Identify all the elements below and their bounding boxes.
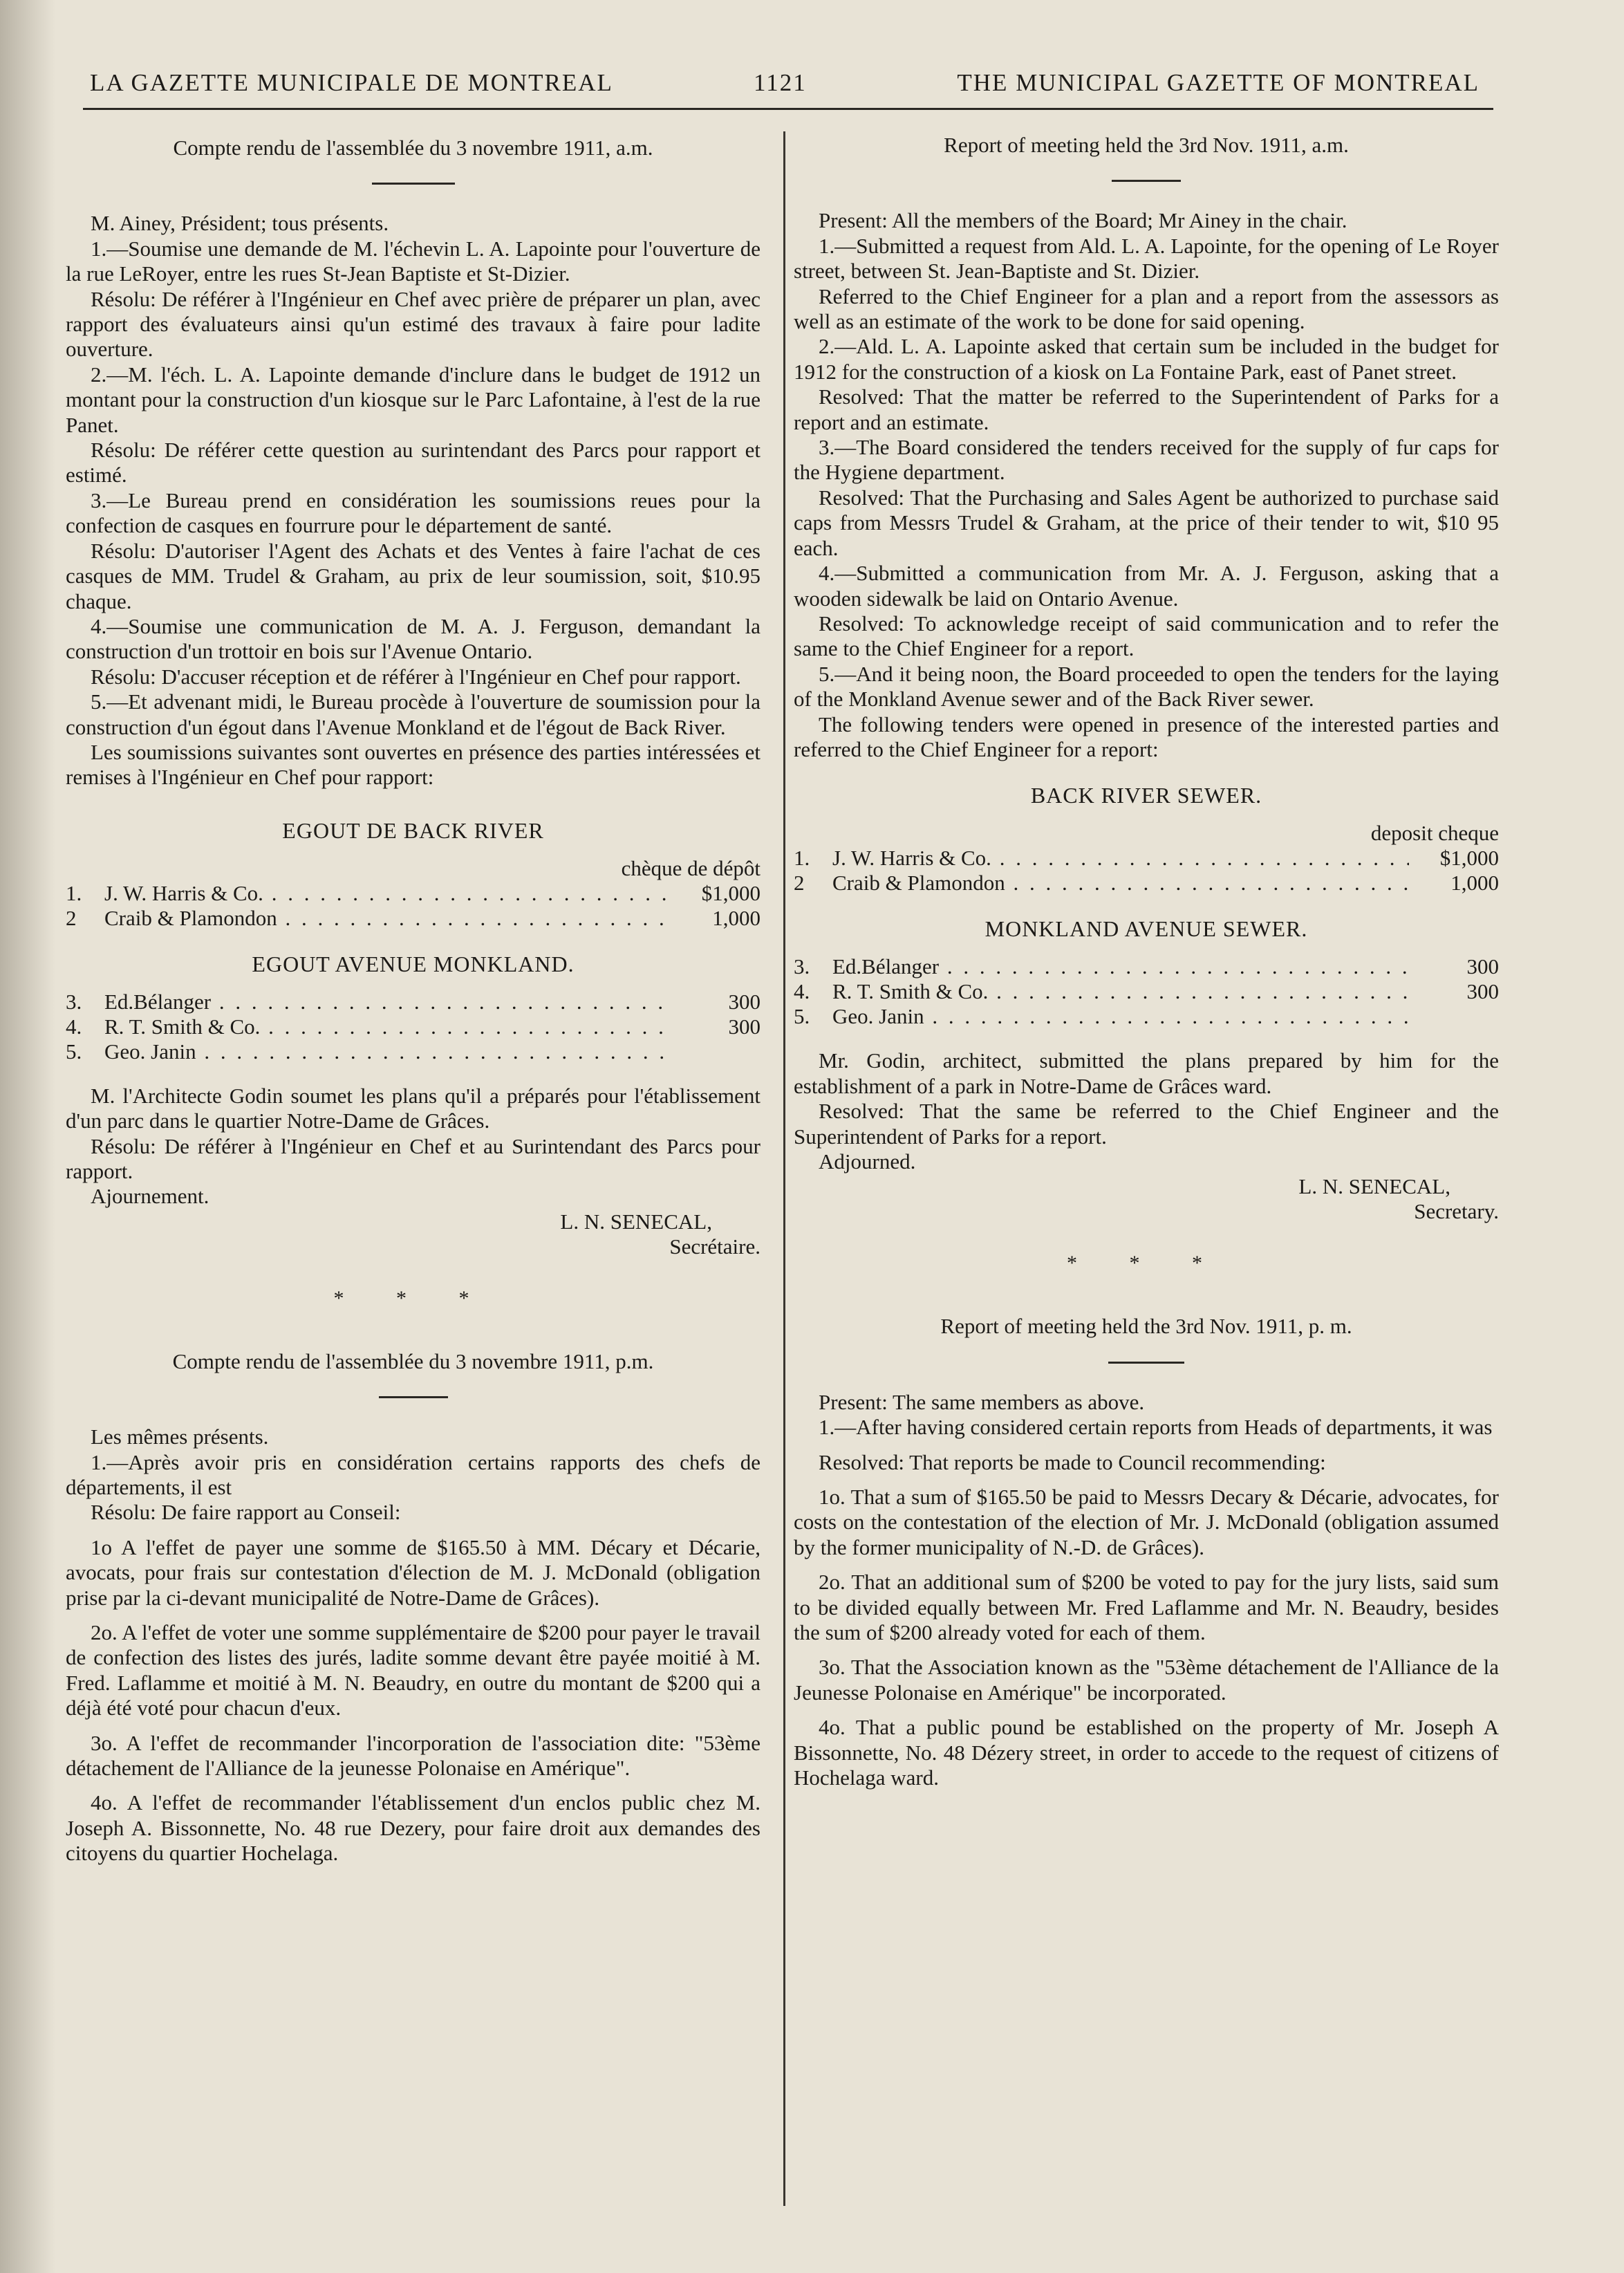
header-french-title: LA GAZETTE MUNICIPALE DE MONTREAL — [90, 69, 613, 96]
paragraph: Present: The same members as above. — [819, 1389, 1145, 1414]
tender-name: Ed.Bélanger . . . — [832, 954, 1409, 979]
french-column — [66, 131, 760, 1866]
section-separator: * * * — [1067, 1252, 1226, 1275]
tender-amount: 300 — [728, 989, 760, 1014]
paragraph: 5.—Et advenant midi, le Bureau procède à l'ouverture de soumission pour la construction d'un égout dans l'Avenue Monkland et de l'égout de Back River. — [66, 689, 760, 739]
tender-number: 4. — [66, 1014, 82, 1039]
tender-row — [794, 1004, 1499, 1029]
paragraph: Résolu: D'accuser réception et de référer à l'Ingénieur en Chef pour rapport. — [91, 664, 741, 689]
pm-meeting-title: Compte rendu de l'assemblée du 3 novembre 1911, p.m. — [172, 1348, 654, 1373]
tender-name: J. W. Harris & Co. . . . — [104, 881, 671, 906]
paragraph: 4o. A l'effet de recommander l'établissement d'un enclos public chez M. Joseph A. Bissonnette, No. 48 rue Dezery, pour faire droit aux demandes des citoyens du quartier Hochelaga. — [66, 1790, 760, 1866]
tender-number: 2 — [66, 905, 77, 930]
paragraph: 3o. That the Association known as the "53ème détachement de l'Alliance de la Jeunesse Polonaise en Amérique" be incorporated. — [794, 1655, 1499, 1705]
paragraph: 1.—Après avoir pris en considération certains rapports des chefs de départements, il est — [66, 1449, 760, 1499]
paragraph: Present: All the members of the Board; Mr Ainey in the chair. — [819, 208, 1347, 233]
tender-row — [66, 1014, 760, 1039]
tender-row — [66, 1039, 760, 1064]
binding-shadow — [0, 0, 55, 2273]
english-column — [794, 131, 1499, 1790]
signature-name: L. N. SENECAL, — [1298, 1174, 1450, 1199]
pm-meeting-title: Report of meeting held the 3rd Nov. 1911, p. m. — [940, 1314, 1352, 1339]
tender-row — [66, 990, 760, 1014]
tender-name: Geo. Janin . . . — [832, 1004, 1409, 1029]
section-rule — [1108, 1362, 1184, 1364]
tender-name: Craib & Plamondon . . . — [832, 871, 1409, 896]
paragraph: Résolu: De référer à l'Ingénieur en Chef avec prière de préparer un plan, avec rapport des évaluateurs ainsi qu'un estimé des travaux à faire pour ladite ouverture. — [66, 286, 760, 362]
tender-amount: 300 — [728, 1014, 760, 1039]
tender-section-title: BACK RIVER SEWER. — [1030, 783, 1262, 808]
tender-name: J. W. Harris & Co. . . . — [832, 846, 1409, 871]
am-meeting-title: Report of meeting held the 3rd Nov. 1911, a.m. — [944, 133, 1349, 157]
paragraph: 2.—M. l'éch. L. A. Lapointe demande d'inclure dans le budget de 1912 un montant pour la construction d'un kiosque sur le Parc Lafontaine, à l'est de la rue Panet. — [66, 362, 760, 437]
column-divider — [783, 131, 785, 2206]
deposit-column-header: deposit cheque — [1370, 821, 1499, 846]
paragraph: 2o. A l'effet de voter une somme supplémentaire de $200 pour payer le travail de confection des listes des jurés, ladite somme devant être payée moitié à M. Fred. Laflamme et moitié à M. N. Beaudry, en outre du montant de $200 qui a déjà été voté pour chacun d'eux. — [66, 1620, 760, 1720]
paragraph: 1.—After having considered certain reports from Heads of departments, it was — [819, 1415, 1493, 1440]
tender-amount: 300 — [1466, 954, 1499, 979]
paragraph: Résolu: De référer à l'Ingénieur en Chef et au Surintendant des Parcs pour rapport. — [66, 1133, 760, 1183]
paragraph: Résolu: De faire rapport au Conseil: — [91, 1500, 401, 1525]
paragraph: Referred to the Chief Engineer for a plan and a report from the assessors as well as an estimate of the work to be done for said opening. — [794, 284, 1499, 334]
paragraph: Resolved: That the matter be referred to the Superintendent of Parks for a report and an estimate. — [794, 384, 1499, 434]
paragraph: 3.—Le Bureau prend en considération les soumissions reues pour la confection de casques en fourrure pour le département de santé. — [66, 488, 760, 538]
section-rule — [372, 183, 455, 185]
header-rule — [83, 108, 1493, 110]
deposit-column-header: chèque de dépôt — [621, 855, 760, 880]
running-header — [90, 64, 1480, 105]
paragraph: Les mêmes présents. — [91, 1425, 269, 1449]
signature-role: Secrétaire. — [669, 1234, 760, 1259]
paragraph: The following tenders were opened in presence of the interested parties and referred to the Chief Engineer for a report: — [794, 712, 1499, 761]
tender-number: 2 — [794, 871, 805, 896]
paragraph: Resolved: That the same be referred to the Chief Engineer and the Superintendent of Parks for a report. — [794, 1099, 1499, 1149]
tender-row — [66, 881, 760, 906]
paragraph: Résolu: D'autoriser l'Agent des Achats et des Ventes à faire l'achat de ces casques de MM. Trudel & Graham, au prix de leur soumission, soit, $10.95 chaque. — [66, 538, 760, 613]
tender-amount: 1,000 — [712, 905, 760, 930]
tender-number: 4. — [794, 979, 810, 1004]
paragraph: 1.—Submitted a request from Ald. L. A. Lapointe, for the opening of Le Royer street, between St. Jean-Baptiste and St. Dizier. — [794, 233, 1499, 284]
paragraph: 1.—Soumise une demande de M. l'échevin L. A. Lapointe pour l'ouverture de la rue LeRoyer, entre les rues St-Jean Baptiste et St-Dizier. — [66, 236, 760, 286]
tender-row — [794, 846, 1499, 871]
paragraph: Mr. Godin, architect, submitted the plans prepared by him for the establishment of a park in Notre-Dame de Grâces ward. — [794, 1048, 1499, 1098]
tender-section-title: EGOUT DE BACK RIVER — [282, 817, 544, 843]
paragraph: M. Ainey, Président; tous présents. — [91, 211, 389, 236]
section-separator: * * * — [333, 1286, 493, 1310]
tender-number: 3. — [794, 954, 810, 979]
am-meeting-title: Compte rendu de l'assemblée du 3 novembre 1911, a.m. — [173, 136, 653, 160]
tender-name: R. T. Smith & Co. . . . — [832, 979, 1409, 1004]
tender-row — [794, 979, 1499, 1004]
paragraph: 1o. That a sum of $165.50 be paid to Messrs Decary & Décarie, advocates, for costs on the contestation of the election of Mr. J. McDonald (obligation assumed by the former municipality of N.-D. de Grâces). — [794, 1485, 1499, 1559]
tender-number: 5. — [66, 1039, 82, 1064]
tender-row — [794, 954, 1499, 979]
tender-amount — [671, 1039, 760, 1064]
paragraph: 2.—Ald. L. A. Lapointe asked that certain sum be included in the budget for 1912 for the construction of a kiosk on La Fontaine Park, east of Panet street. — [794, 334, 1499, 384]
tender-number: 5. — [794, 1004, 810, 1029]
paragraph: 4o. That a public pound be established on the property of Mr. Joseph A Bissonnette, No. 48 Dézery street, in order to accede to the request of citizens of Hochelaga ward. — [794, 1715, 1499, 1790]
paragraph: 1o A l'effet de payer une somme de $165.50 à MM. Décary et Décarie, avocats, pour frais sur contestation d'élection de M. J. McDonald (obligation prise par la ci-devant municipalité de Notre-Dame de Grâces). — [66, 1534, 760, 1610]
tender-amount: 1,000 — [1450, 871, 1499, 896]
paragraph: 4.—Soumise une communication de M. A. J. Ferguson, demandant la construction d'un trottoir en bois sur l'Avenue Ontario. — [66, 613, 760, 664]
paragraph: Resolved: That reports be made to Council recommending: — [819, 1449, 1326, 1474]
tender-name: Geo. Janin . . . — [104, 1039, 671, 1064]
section-rule — [1112, 180, 1181, 182]
header-english-title: THE MUNICIPAL GAZETTE OF MONTREAL — [957, 69, 1480, 96]
signature-role: Secretary. — [1414, 1199, 1499, 1224]
paragraph: Résolu: De référer cette question au surintendant des Parcs pour rapport et estimé. — [66, 438, 760, 488]
tender-row — [66, 906, 760, 931]
paragraph: Adjourned. — [819, 1149, 916, 1173]
tender-name: Craib & Plamondon . . . — [104, 906, 671, 931]
tender-number: 1. — [66, 880, 82, 905]
paragraph: 3.—The Board considered the tenders received for the supply of fur caps for the Hygiene department. — [794, 435, 1499, 485]
paragraph: M. l'Architecte Godin soumet les plans qu'il a préparés pour l'établissement d'un parc dans le quartier Notre-Dame de Grâces. — [66, 1083, 760, 1133]
tender-amount — [1409, 1004, 1499, 1029]
paragraph: 4.—Submitted a communication from Mr. A. J. Ferguson, asking that a wooden sidewalk be laid on Ontario Avenue. — [794, 561, 1499, 611]
paragraph: 2o. That an additional sum of $200 be voted to pay for the jury lists, said sum to be divided equally between Mr. Fred Laflamme and Mr. N. Beaudry, besides the sum of $200 already voted for each of them. — [794, 1570, 1499, 1645]
section-rule — [379, 1396, 448, 1398]
signature-name: L. N. SENECAL, — [560, 1209, 712, 1234]
paragraph: 3o. A l'effet de recommander l'incorporation de l'association dite: "53ème détachement de l'Alliance de la jeunesse Polonaise en Amérique". — [66, 1730, 760, 1781]
tender-name: R. T. Smith & Co. . . . — [104, 1014, 671, 1039]
tender-number: 3. — [66, 989, 82, 1014]
tender-number: 1. — [794, 846, 810, 871]
tender-name: Ed.Bélanger . . . — [104, 990, 671, 1014]
page-number: 1121 — [754, 69, 807, 96]
tender-amount: 300 — [1466, 979, 1499, 1004]
tender-section-title: EGOUT AVENUE MONKLAND. — [252, 951, 575, 976]
paragraph: Resolved: To acknowledge receipt of said communication and to refer the same to the Chief Engineer for a report. — [794, 611, 1499, 661]
tender-amount: $1,000 — [701, 880, 760, 905]
tender-row — [794, 871, 1499, 896]
paragraph: Les soumissions suivantes sont ouvertes en présence des parties intéressées et remises à l'Ingénieur en Chef pour rapport: — [66, 739, 760, 790]
tender-section-title: MONKLAND AVENUE SEWER. — [984, 916, 1308, 942]
paragraph: Resolved: That the Purchasing and Sales Agent be authorized to purchase said caps from Messrs Trudel & Graham, at the price of their tender to wit, $10 95 each. — [794, 485, 1499, 560]
paragraph: Ajournement. — [91, 1184, 209, 1209]
paragraph: 5.—And it being noon, the Board proceeded to open the tenders for the laying of the Monkland Avenue sewer and of the Back River sewer. — [794, 661, 1499, 712]
tender-amount: $1,000 — [1439, 846, 1499, 871]
